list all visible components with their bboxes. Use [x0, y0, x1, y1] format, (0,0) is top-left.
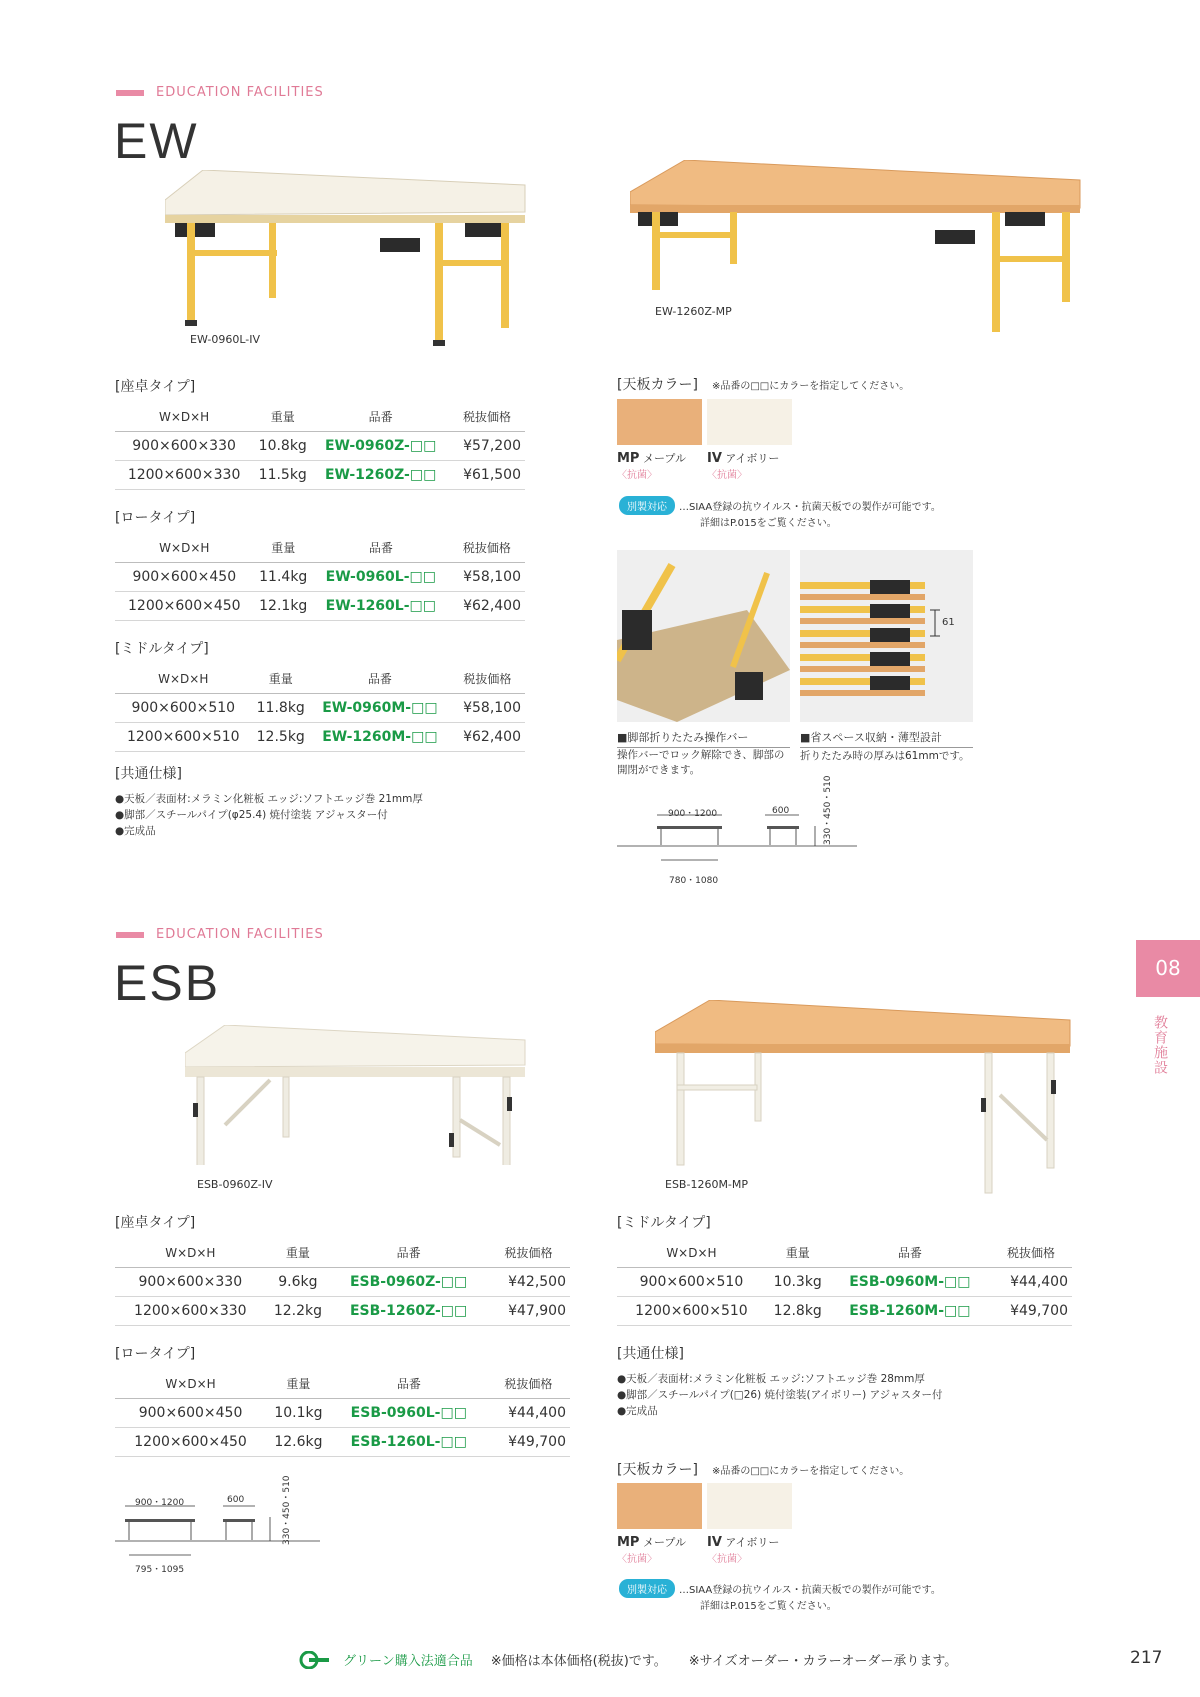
feature-photo-fold-bar [617, 550, 790, 722]
dim-height: 330・450・510 [823, 775, 833, 845]
spec-block-low [115, 1343, 575, 1457]
product-caption: ESB-1260M-MP [665, 1178, 749, 1191]
col-header: 品番 [312, 404, 449, 432]
product-title: ESB [114, 955, 221, 1011]
col-header: 重量 [254, 535, 313, 563]
dim-width: 900・1200 [668, 809, 718, 819]
feature-title-fold: ■脚部折りたたみ操作バー [617, 726, 790, 748]
product-title: EW [114, 113, 199, 169]
col-header: W×D×H [115, 1240, 266, 1268]
spec-table [115, 1240, 570, 1326]
product-image-esb-1260m [655, 1000, 1075, 1200]
col-header: 税抜価格 [487, 1240, 570, 1268]
table-row: 900×600×330 10.8kg EW-0960Z-□□ ¥57,200 [115, 432, 525, 461]
spec-table [115, 666, 525, 752]
swatch-ivory [707, 399, 792, 445]
chapter-tab[interactable]: 08 [1136, 940, 1200, 997]
spec-table [115, 404, 525, 490]
category-label: EDUCATION FACILITIES [116, 85, 324, 100]
col-header: 税抜価格 [450, 666, 525, 694]
table-row: 1200×600×510 12.8kg ESB-1260M-□□ ¥49,700 [617, 1297, 1072, 1326]
col-header: W×D×H [617, 1240, 766, 1268]
color-label-mp: MP メープル 〈抗菌〉 [617, 451, 686, 481]
table-row: 900×600×510 10.3kg ESB-0960M-□□ ¥44,400 [617, 1268, 1072, 1297]
col-header: 税抜価格 [449, 404, 525, 432]
common-spec-title: [共通仕様] [617, 1346, 684, 1362]
feature-text-thin: 折りたたみ時の厚みは61mmです。 [800, 750, 970, 762]
feature-text-fold: 操作バーでロック解除でき、脚部の 開閉ができます。 [617, 749, 785, 776]
spec-table [115, 535, 525, 621]
table-title: [座卓タイプ] [115, 379, 196, 395]
table-title: [ミドルタイプ] [617, 1215, 711, 1231]
spec-table [617, 1240, 1072, 1326]
color-label-mp: MP メープル 〈抗菌〉 [617, 1535, 686, 1565]
dim-inner: 780・1080 [669, 876, 719, 886]
table-row: 900×600×510 11.8kg EW-0960M-□□ ¥58,100 [115, 694, 525, 723]
spec-table [115, 1371, 570, 1457]
color-header: [天板カラー] ※品番の□□にカラーを指定してください。 [617, 377, 910, 393]
col-header: W×D×H [115, 404, 253, 432]
col-header: W×D×H [115, 666, 252, 694]
chapter-label: 教育施設 [1152, 1015, 1168, 1075]
footer-note-order: ※サイズオーダー・カラーオーダー承ります。 [688, 1654, 958, 1669]
col-header: 税抜価格 [990, 1240, 1072, 1268]
col-header: 品番 [313, 535, 449, 563]
common-spec-title: [共通仕様] [115, 766, 182, 782]
custom-order-note: 別製対応 …SIAA登録の抗ウイルス・抗菌天板での製作が可能です。 [619, 496, 941, 515]
product-caption: EW-0960L-IV [190, 333, 261, 346]
custom-order-ref: 詳細はP.015をご覧ください。 [700, 518, 837, 529]
common-spec-notes: ●天板／表面材:メラミン化粧板 エッジ:ソフトエッジ巻 21mm厚 ●脚部／スチールパイプ(φ25.4) 焼付塗装 アジャスター付 ●完成品 [115, 793, 423, 837]
col-header: 重量 [253, 404, 312, 432]
table-row: 1200×600×330 12.2kg ESB-1260Z-□□ ¥47,900 [115, 1297, 570, 1326]
spec-block-zataku [115, 376, 530, 490]
col-header: W×D×H [115, 1371, 266, 1399]
thickness-label: 61 [942, 617, 955, 628]
col-header: W×D×H [115, 535, 254, 563]
table-row: 900×600×450 11.4kg EW-0960L-□□ ¥58,100 [115, 563, 525, 592]
feature-photo-stacked [800, 550, 973, 722]
col-header: 重量 [266, 1240, 330, 1268]
col-header: 品番 [330, 1240, 487, 1268]
col-header: 税抜価格 [449, 535, 525, 563]
col-header: 品番 [310, 666, 450, 694]
green-purchase-icon [297, 1651, 331, 1669]
product-image-ew-0960l [165, 170, 540, 360]
table-row: 900×600×450 10.1kg ESB-0960L-□□ ¥44,400 [115, 1399, 570, 1428]
footer-note-price: ※価格は本体価格(税抜)です。 [490, 1654, 667, 1669]
footer [297, 1650, 957, 1669]
page-number: 217 [1130, 1648, 1163, 1668]
common-spec-notes: ●天板／表面材:メラミン化粧板 エッジ:ソフトエッジ巻 28mm厚 ●脚部／スチールパイプ(□26) 焼付塗装(アイボリー) アジャスター付 ●完成品 [617, 1373, 943, 1417]
product-caption: EW-1260Z-MP [655, 305, 732, 318]
spec-block-zataku [115, 1212, 575, 1326]
dim-depth: 600 [772, 806, 790, 816]
col-header: 重量 [252, 666, 310, 694]
green-purchase-label: グリーン購入法適合品 [343, 1654, 473, 1669]
table-row: 1200×600×510 12.5kg EW-1260M-□□ ¥62,400 [115, 723, 525, 752]
custom-order-note: 別製対応 …SIAA登録の抗ウイルス・抗菌天板での製作が可能です。 [619, 1579, 941, 1598]
table-title: [ロータイプ] [115, 1346, 196, 1362]
spec-block-middle [115, 638, 530, 752]
color-label-iv: IV アイボリー 〈抗菌〉 [707, 1535, 780, 1565]
category-label: EDUCATION FACILITIES [116, 927, 324, 942]
feature-title-thin: ■省スペース収納・薄型設計 [800, 726, 973, 748]
dim-inner: 795・1095 [135, 1565, 185, 1575]
table-row: 1200×600×450 12.1kg EW-1260L-□□ ¥62,400 [115, 592, 525, 621]
table-row: 1200×600×330 11.5kg EW-1260Z-□□ ¥61,500 [115, 461, 525, 490]
dim-height: 330・450・510 [282, 1475, 292, 1545]
table-row: 1200×600×450 12.6kg ESB-1260L-□□ ¥49,700 [115, 1428, 570, 1457]
table-row: 900×600×330 9.6kg ESB-0960Z-□□ ¥42,500 [115, 1268, 570, 1297]
table-title: [座卓タイプ] [115, 1215, 196, 1231]
product-image-esb-0960z [185, 1025, 530, 1165]
spec-block-low [115, 507, 530, 621]
col-header: 重量 [266, 1371, 331, 1399]
table-title: [ロータイプ] [115, 510, 196, 526]
col-header: 重量 [766, 1240, 830, 1268]
col-header: 品番 [830, 1240, 990, 1268]
custom-order-ref: 詳細はP.015をご覧ください。 [700, 1601, 837, 1612]
col-header: 税抜価格 [487, 1371, 570, 1399]
swatch-maple [617, 1483, 702, 1529]
swatch-ivory [707, 1483, 792, 1529]
color-label-iv: IV アイボリー 〈抗菌〉 [707, 451, 780, 481]
dim-depth: 600 [227, 1495, 245, 1505]
table-title: [ミドルタイプ] [115, 641, 209, 657]
swatch-maple [617, 399, 702, 445]
col-header: 品番 [331, 1371, 487, 1399]
color-header: [天板カラー] ※品番の□□にカラーを指定してください。 [617, 1462, 910, 1478]
dim-width: 900・1200 [135, 1498, 185, 1508]
product-caption: ESB-0960Z-IV [197, 1178, 273, 1191]
spec-block-middle [617, 1212, 1077, 1326]
